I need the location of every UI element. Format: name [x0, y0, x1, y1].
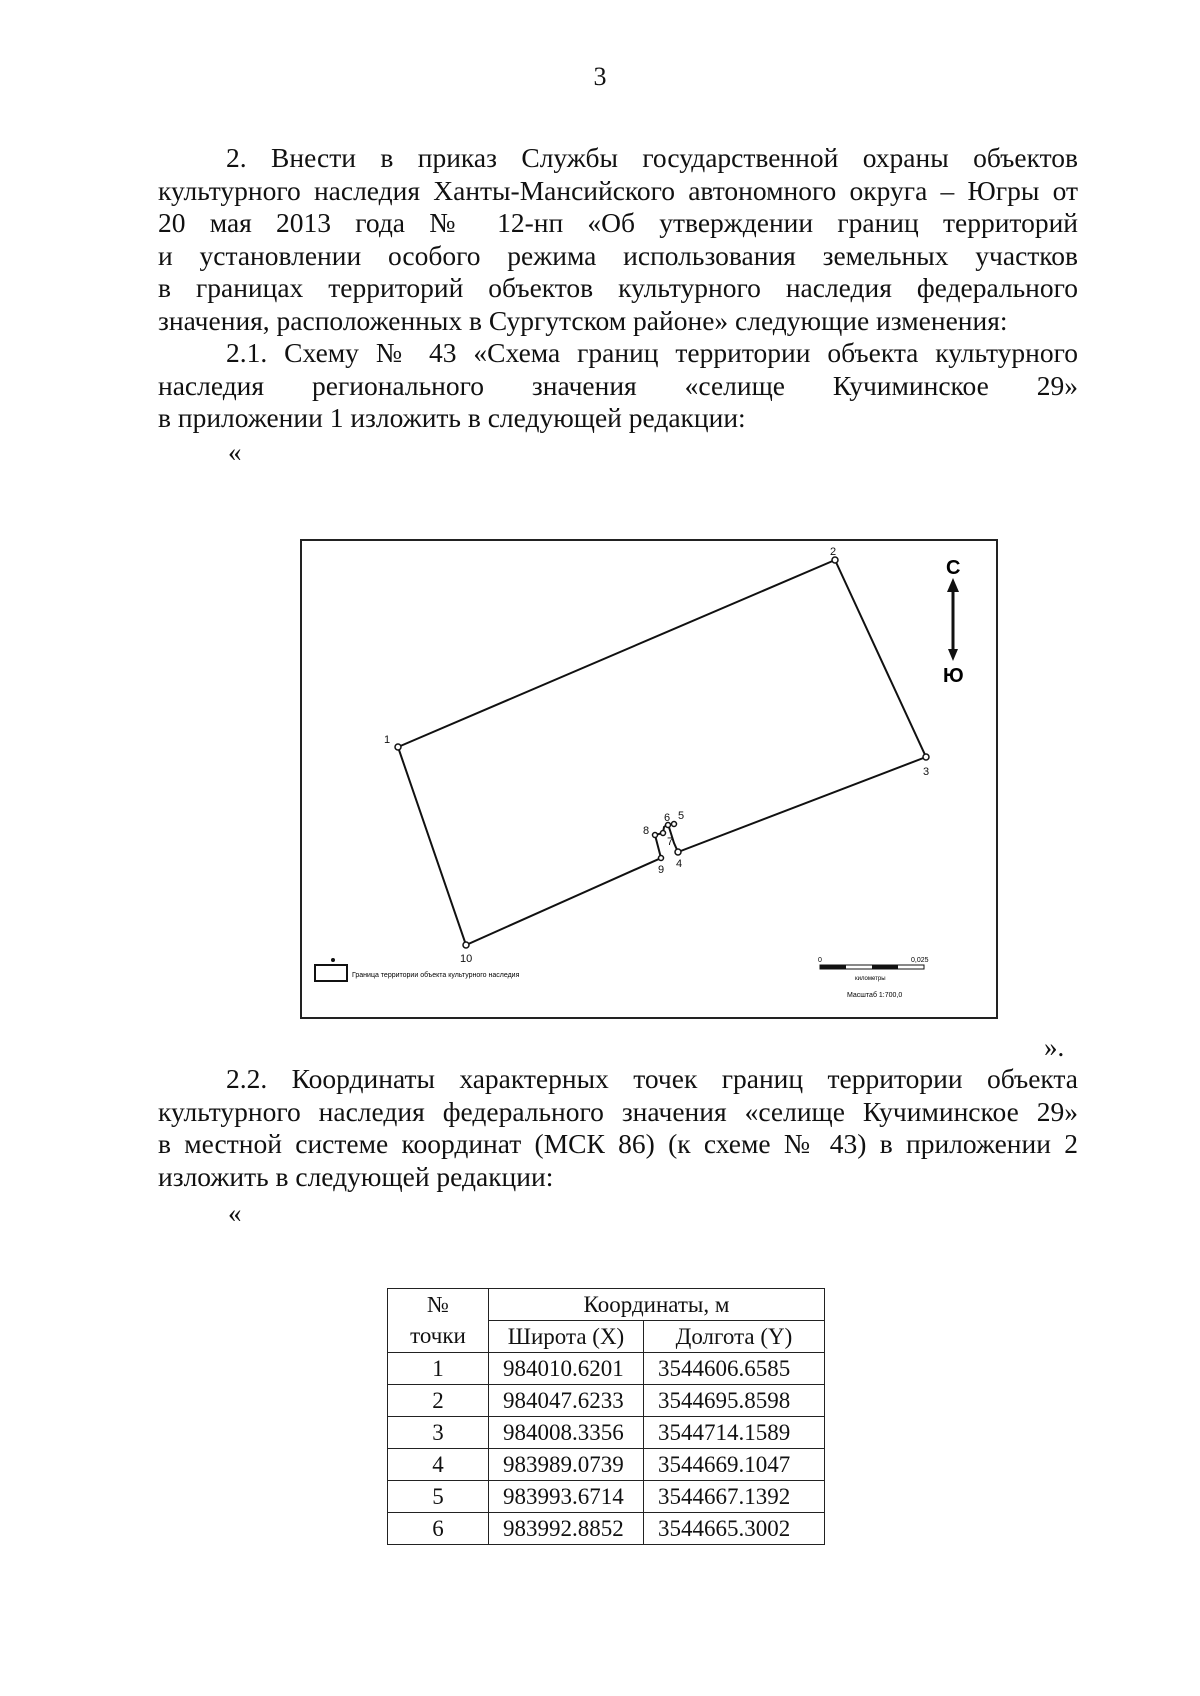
page-number: 3 [593, 62, 607, 91]
legend-marker-icon [331, 958, 335, 962]
north-label: С [946, 557, 961, 579]
longitude-cell: 3544695.8598 [644, 1385, 825, 1417]
col-header-point: точки [388, 1321, 489, 1353]
table-row [388, 1513, 825, 1545]
vertex-label-8: 8 [643, 825, 650, 837]
open-quote-1: « [228, 437, 242, 467]
latitude-cell: 983993.6714 [489, 1481, 644, 1513]
longitude-cell: 3544606.6585 [644, 1353, 825, 1385]
table-row [388, 1417, 825, 1449]
para2-line-4: и установлении особого режима использования земельных участков [158, 239, 1078, 271]
longitude-cell: 3544669.1047 [644, 1449, 825, 1481]
para21-line-1: 2.1. Схему № 43 «Схема границ территории объекта культурного [226, 337, 1078, 368]
latitude-cell: 983989.0739 [489, 1449, 644, 1481]
point-number: 2 [388, 1385, 489, 1417]
scale-end-label: 0,025 [911, 957, 929, 964]
para22-line-2: культурного наследия федерального значения «селище Кучиминское 29» [158, 1095, 1078, 1127]
legend-text: Граница территории объекта культурного наследия [352, 972, 520, 979]
scale-unit-label: километры [855, 976, 886, 982]
vertex-label-2: 2 [830, 546, 837, 558]
para2-line-5: в границах территорий объектов культурного наследия федерального [158, 272, 1078, 303]
point-number: 1 [388, 1353, 489, 1385]
vertex-5 [672, 822, 677, 827]
legend-swatch [315, 965, 347, 981]
point-number: 4 [388, 1449, 489, 1481]
vertex-label-4: 4 [676, 858, 683, 870]
paragraph-2-1 [158, 337, 1078, 435]
col-header-lon: Долгота (Y) [644, 1321, 825, 1353]
para21-line-2: наследия регионального значения «селище Кучиминское 29» [158, 369, 1078, 401]
table-row [388, 1449, 825, 1481]
territory-boundary [398, 560, 926, 945]
vertex-1 [395, 744, 401, 750]
vertex-label-7: 7 [667, 836, 674, 848]
vertex-label-9: 9 [658, 864, 665, 876]
vertex-9 [659, 856, 664, 861]
para2-line-1: 2. Внести в приказ Службы государственной охраны объектов [226, 142, 1078, 173]
para2-line-3: 20 мая 2013 года № 12-нп «Об утверждении границ территорий [158, 207, 1078, 238]
table-row [388, 1353, 825, 1385]
latitude-cell: 984010.6201 [489, 1353, 644, 1385]
table-row [388, 1481, 825, 1513]
point-number: 5 [388, 1481, 489, 1513]
scale-start-label: 0 [818, 957, 822, 964]
longitude-cell: 3544667.1392 [644, 1481, 825, 1513]
paragraph-2-2 [158, 1063, 1078, 1193]
south-label: Ю [943, 665, 964, 687]
longitude-cell: 3544714.1589 [644, 1417, 825, 1449]
vertex-3 [923, 754, 929, 760]
vertex-8 [653, 833, 658, 838]
point-number: 6 [388, 1513, 489, 1545]
paragraph-2 [158, 142, 1078, 337]
latitude-cell: 984047.6233 [489, 1385, 644, 1417]
vertex-4 [675, 849, 681, 855]
longitude-cell: 3544665.3002 [644, 1513, 825, 1545]
para21-line-3: в приложении 1 изложить в следующей редакции: [158, 402, 746, 433]
vertex-label-3: 3 [923, 766, 930, 778]
north-arrow-icon [947, 578, 959, 661]
para22-line-3: в местной системе координат (МСК 86) (к схеме № 43) в приложении 2 [158, 1128, 1078, 1159]
table-row [388, 1385, 825, 1417]
open-quote-2: « [228, 1198, 242, 1228]
col-header-no: № [388, 1289, 489, 1321]
para22-line-4: изложить в следующей редакции: [158, 1160, 554, 1192]
close-quote-1: ». [1044, 1032, 1065, 1062]
vertex-label-6: 6 [664, 812, 671, 824]
vertex-10 [463, 942, 469, 948]
scale-text: Масштаб 1:700,0 [847, 992, 903, 999]
latitude-cell: 983992.8852 [489, 1513, 644, 1545]
scale-bar [820, 965, 924, 969]
coordinates-table [387, 1288, 825, 1545]
para2-line-2: культурного наследия Ханты-Мансийского автономного округа – Югры от [158, 174, 1078, 206]
para2-line-6: значения, расположенных в Сургутском районе» следующие изменения: [158, 304, 1008, 336]
vertex-label-1: 1 [384, 734, 391, 746]
col-header-lat: Широта (X) [489, 1321, 644, 1353]
para22-line-1: 2.2. Координаты характерных точек границ территории объекта [226, 1063, 1078, 1094]
col-header-coords: Координаты, м [489, 1289, 825, 1321]
latitude-cell: 984008.3356 [489, 1417, 644, 1449]
vertex-7 [661, 831, 666, 836]
vertex-label-10: 10 [460, 953, 473, 965]
boundary-scheme-map [300, 539, 998, 1019]
point-number: 3 [388, 1417, 489, 1449]
vertex-label-5: 5 [678, 810, 685, 822]
